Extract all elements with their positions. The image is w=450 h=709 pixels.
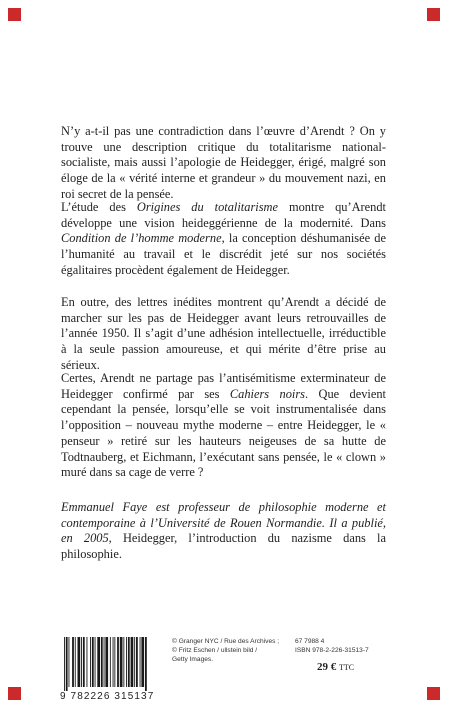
book-title-cahiers: Cahiers noirs — [229, 386, 305, 401]
barcode-bar — [131, 637, 134, 687]
author-bio: Emmanuel Faye est professeur de philosophie moderne et contemporaine à l’Université de Rouen Normandie. Il a publié, en 2005, Heidegger, l’introduction du nazisme dans la philosophie. — [61, 500, 386, 562]
corner-mark-top-left — [8, 8, 21, 21]
barcode-bar — [141, 637, 144, 687]
book-title-condition: Condition de l’homme moderne — [61, 231, 222, 246]
isbn-block — [295, 637, 369, 655]
author-book-title: Heidegger, l’introduction du nazisme dans la philosophie — [61, 531, 386, 562]
photo-credits: © Granger NYC / Rue des Archives ; © Fritz Eschen / ullstein bild / Getty Images. — [172, 638, 280, 663]
barcode-bar — [101, 637, 103, 687]
barcode-bar — [69, 637, 70, 687]
blurb-paragraph-1: N’y a-t-il pas une contradiction dans l’œuvre d’Arendt ? On y trouve une description critique du totalitarisme national-socialiste, mais aussi l’apologie de Heidegger, érigé, malgré son éloge de la « vérité interne et grandeur » du mouvement nazi, en roi secret de la pensée. — [61, 124, 386, 201]
corner-mark-bottom-right — [427, 687, 440, 700]
reference-number: 67 7988 4 — [295, 638, 325, 645]
barcode-bar — [81, 637, 82, 687]
barcode-bar — [95, 637, 96, 687]
barcode-bar — [105, 637, 108, 687]
blurb-paragraph-3: En outre, des lettres inédites montrent qu’Arendt a décidé de marcher sur les pas de Heidegger avant leurs retrouvailles de l’année 1950. Il s’agit d’une adhésion intellectuelle, irréductible à la seule passion amoureuse, et qui mérite d’être prise au sérieux. — [61, 295, 386, 372]
corner-mark-bottom-left — [8, 687, 21, 700]
back-cover-footer — [60, 637, 390, 707]
barcode-digits: 9 782226 315137 — [60, 691, 155, 702]
blurb-paragraph-2: L’étude des Origines du totalitarisme montre qu’Arendt développe une vision heideggérienne de la modernité. Dans Condition de l’homme moderne, la conception déshumanisée de l’humanité au travail et le discrédit jeté sur nos sociétés égalitaires procèdent également de Heidegger. — [61, 200, 386, 277]
barcode-bar — [145, 637, 147, 691]
barcode-bar — [134, 637, 135, 687]
corner-mark-top-right — [427, 8, 440, 21]
barcode-bar — [120, 637, 123, 687]
barcode-bar — [113, 637, 114, 687]
barcode-bar — [87, 637, 88, 687]
book-title-origines: Origines du totalitarisme — [136, 200, 278, 214]
barcode-bar — [128, 637, 130, 687]
barcode-bar — [126, 637, 127, 687]
barcode-bar — [104, 637, 105, 687]
isbn-number: ISBN 978-2-226-31513-7 — [295, 647, 369, 654]
barcode-bar — [75, 637, 76, 687]
barcode-bar — [66, 637, 68, 691]
barcode-bar — [123, 637, 124, 687]
barcode-bar — [140, 637, 141, 687]
barcode-bar — [78, 637, 81, 687]
barcode-bar — [90, 637, 91, 687]
barcode-bar — [117, 637, 119, 687]
barcode-bar — [110, 637, 111, 687]
barcode-bar — [97, 637, 100, 687]
barcode-bar — [83, 637, 85, 687]
blurb-paragraph-4: Certes, Arendt ne partage pas l’antisémitisme exterminateur de Heidegger confirmé par ses Cahiers noirs. Que devient cependant la pensée, lorsqu’elle se voit instrumentalisée dans l’opposition – nouveau mythe moderne – entre Heidegger, le « penseur » retiré sur les hauteurs neigeuses de sa hutte de Todtnauberg, et Eichmann, l’exécutant sans pensée, le « clown » muré dans sa cage de verre ? — [61, 371, 386, 480]
barcode-bar — [72, 637, 74, 687]
barcode-bar — [136, 637, 138, 687]
barcode-bar — [114, 637, 115, 687]
price: 29 € TTC — [317, 661, 355, 673]
isbn-barcode — [60, 637, 160, 691]
barcode-bar — [64, 637, 65, 691]
barcode-bar — [92, 637, 94, 687]
